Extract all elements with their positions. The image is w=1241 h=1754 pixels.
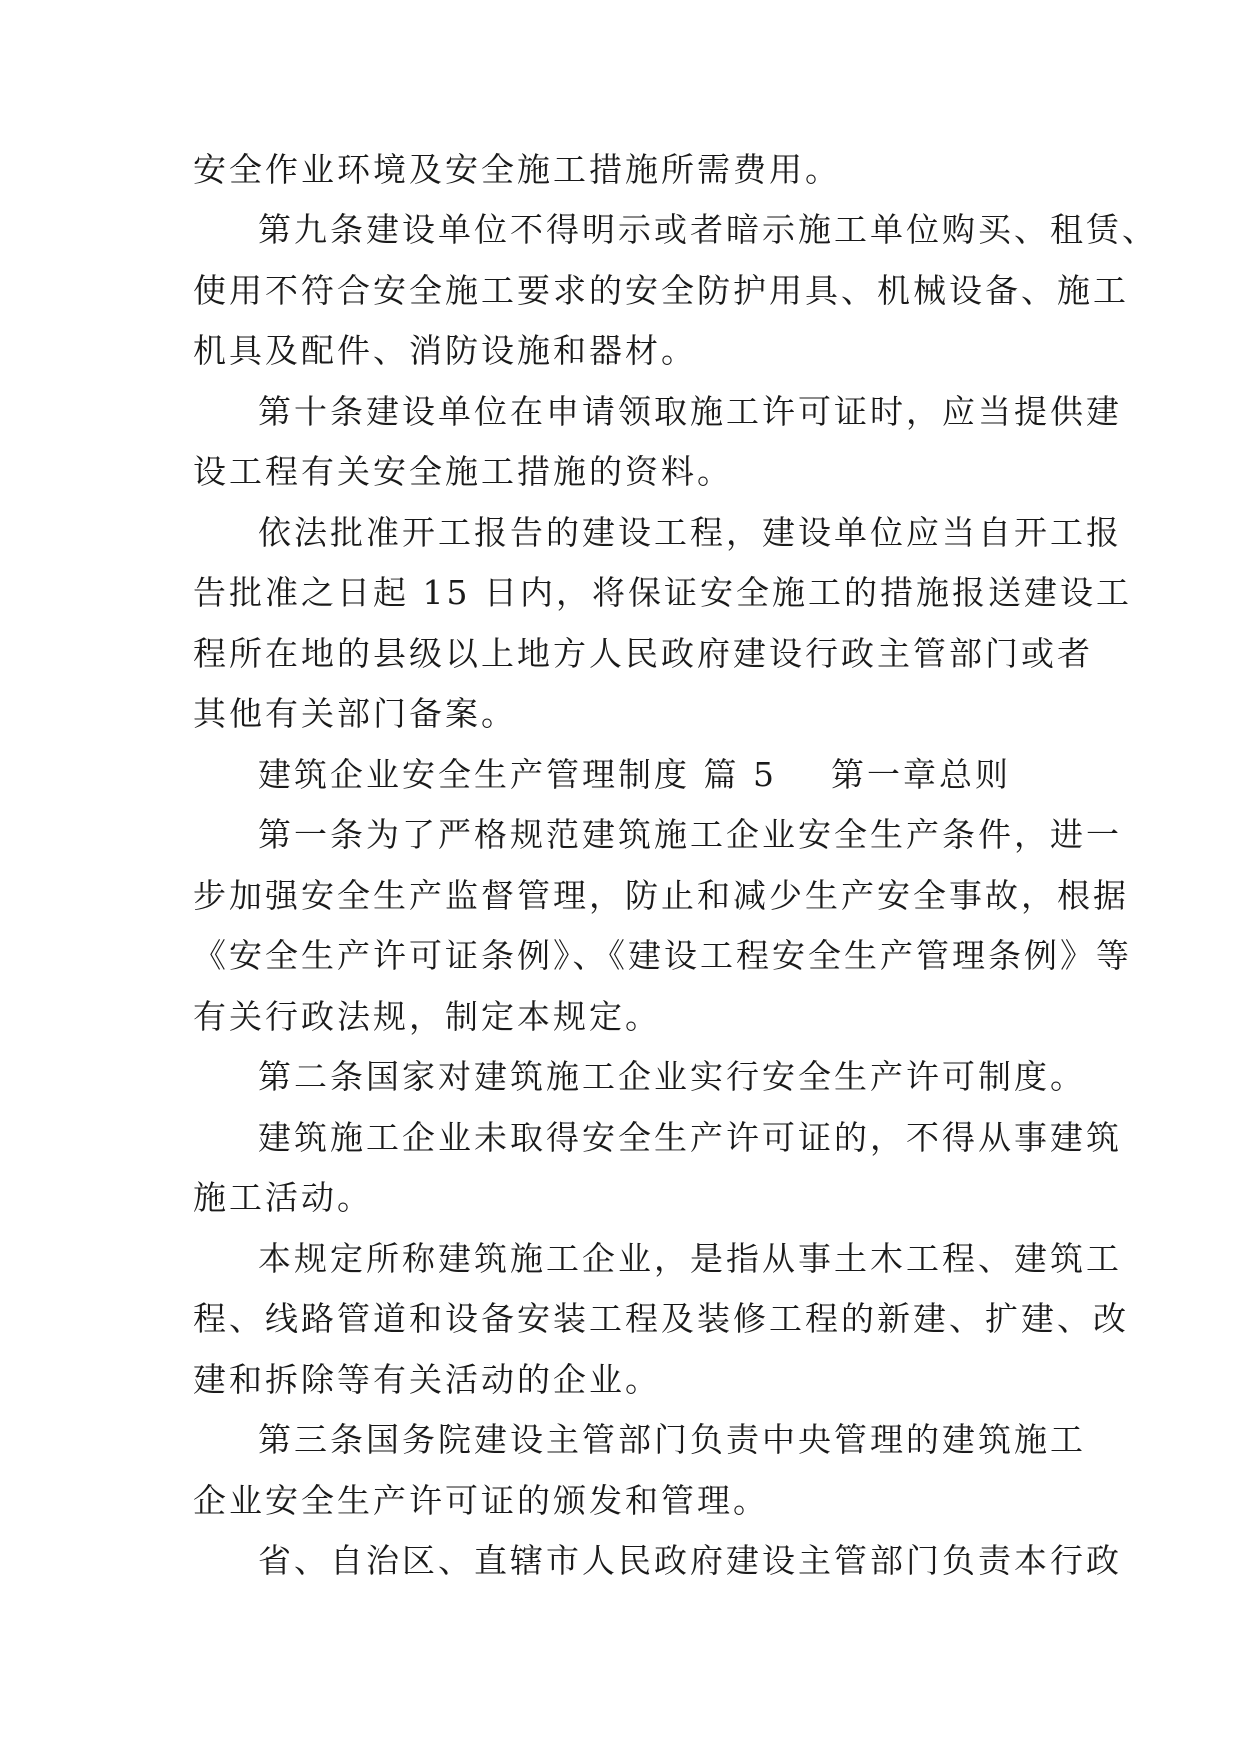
paragraph-line: 机具及配件、消防设施和器材。 xyxy=(193,331,697,370)
paragraph-line: 使用不符合安全施工要求的安全防护用具、机械设备、施工 xyxy=(193,271,1129,310)
paragraph-line: 第九条建设单位不得明示或者暗示施工单位购买、租赁、 xyxy=(258,210,1158,249)
paragraph-line: 建和拆除等有关活动的企业。 xyxy=(193,1360,661,1399)
paragraph-line: 第一条为了严格规范建筑施工企业安全生产条件，进一 xyxy=(258,815,1122,854)
heading-title: 建筑企业安全生产管理制度 xyxy=(258,755,690,794)
paragraph-line: 步加强安全生产监督管理，防止和减少生产安全事故，根据 xyxy=(193,876,1129,915)
paragraph-line: 第三条国务院建设主管部门负责中央管理的建筑施工 xyxy=(258,1420,1086,1459)
paragraph-line: 省、自治区、直辖市人民政府建设主管部门负责本行政 xyxy=(258,1541,1122,1580)
paragraph-line: 《安全生产许可证条例》、《建设工程安全生产管理条例》等 xyxy=(193,936,1132,975)
heading-part: 篇 5 xyxy=(703,755,777,794)
paragraph-line: 第十条建设单位在申请领取施工许可证时，应当提供建 xyxy=(258,392,1122,431)
paragraph-line: 施工活动。 xyxy=(193,1178,373,1217)
paragraph-line: 第二条国家对建筑施工企业实行安全生产许可制度。 xyxy=(258,1057,1086,1096)
paragraph-line: 有关行政法规，制定本规定。 xyxy=(193,997,661,1036)
paragraph-line: 设工程有关安全施工措施的资料。 xyxy=(193,452,733,491)
paragraph-line: 其他有关部门备案。 xyxy=(193,694,517,733)
paragraph-line: 本规定所称建筑施工企业，是指从事土木工程、建筑工 xyxy=(258,1239,1122,1278)
paragraph-line: 依法批准开工报告的建设工程，建设单位应当自开工报 xyxy=(258,513,1122,552)
section-heading xyxy=(258,755,1011,795)
paragraph-line: 程所在地的县级以上地方人民政府建设行政主管部门或者 xyxy=(193,634,1093,673)
chapter-title: 第一章总则 xyxy=(831,755,1011,794)
paragraph-line: 程、线路管道和设备安装工程及装修工程的新建、扩建、改 xyxy=(193,1299,1129,1338)
paragraph-line: 告批准之日起 15 日内，将保证安全施工的措施报送建设工 xyxy=(193,573,1132,612)
paragraph-line: 安全作业环境及安全施工措施所需费用。 xyxy=(193,150,841,189)
paragraph-line: 建筑施工企业未取得安全生产许可证的，不得从事建筑 xyxy=(258,1118,1122,1157)
paragraph-line: 企业安全生产许可证的颁发和管理。 xyxy=(193,1481,769,1520)
